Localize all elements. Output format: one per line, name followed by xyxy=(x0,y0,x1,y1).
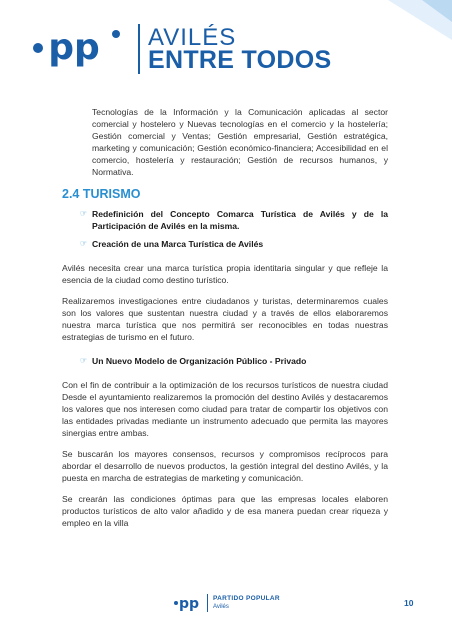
header-divider xyxy=(138,24,140,74)
header-title-city: AVILÉS xyxy=(148,24,237,51)
footer-town: Avilés xyxy=(213,604,229,610)
bullet-text: Creación de una Marca Turística de Avilés xyxy=(92,239,264,249)
body-paragraph: Con el fin de contribuir a la optimización de los recursos turísticos de nuestra ciudad Desde el ayuntamiento realizaremos la promoción del destino Avilés y destacaremos los valores que nos interesen como ciudad para tratar de compartir los objetivos con las entidades privadas mediante un instrumento adecuado que permita las mayores sinergias entre ambas. xyxy=(62,380,388,438)
body-paragraph: Realizaremos investigaciones entre ciudadanos y turistas, determinaremos cuales son los valores que sustentan nuestra ciudad y a través de ellos elaboraremos nuestra marca turística que nos permitirá ser reconocibles en todas nuestras estrategias de turismo en el futuro. xyxy=(62,296,388,342)
document-body xyxy=(62,106,388,538)
bullet-item xyxy=(80,355,388,367)
footer-divider xyxy=(207,594,208,612)
bullet-text: Un Nuevo Modelo de Organización Público - Privado xyxy=(92,356,307,366)
hand-pointer-icon: ☞ xyxy=(80,239,88,248)
document-footer xyxy=(173,592,283,616)
body-paragraph: Se crearán las condiciones óptimas para que las empresas locales elaboren productos turísticos de alto valor añadido y de esa manera puedan crear riqueza y empleo en la villa xyxy=(62,494,388,528)
bullet-item xyxy=(80,238,388,250)
page-number: 10 xyxy=(404,598,414,608)
hand-pointer-icon: ☞ xyxy=(80,356,88,365)
document-header xyxy=(30,22,330,74)
bullet-item xyxy=(80,208,388,232)
pp-logo-icon xyxy=(30,26,122,72)
pp-footer-logo-icon xyxy=(173,595,203,611)
bullet-text: Redefinición del Concepto Comarca Turística de Avilés y de la Participación de Avilés en la misma. xyxy=(92,209,388,231)
section-heading: 2.4 TURISMO xyxy=(62,187,141,201)
body-paragraph: Se buscarán los mayores consensos, recursos y compromisos recíprocos para abordar el desarrollo de nuevos productos, la gestión integral del destino Avilés, y la puesta en marcha de estrategias de marketing y comunicación. xyxy=(62,449,388,483)
hand-pointer-icon: ☞ xyxy=(80,209,88,218)
intro-paragraph: Tecnologías de la Información y la Comunicación aplicadas al sector comercial y hostelero y Nuevas tecnologías en el comercio y la hostelería; Gestión comercial y Ventas; Gestión empresarial, Gestión estratégica, marketing y comunicación; Gestión económico-financiera; Accesibilidad en el comercio, hostelería y restauración; Gestión de recursos humanos, y Normativa. xyxy=(92,107,388,177)
header-title-slogan: ENTRE TODOS xyxy=(148,46,332,74)
body-paragraph: Avilés necesita crear una marca turística propia identitaria singular y que refleje la esencia de la ciudad como destino turístico. xyxy=(62,263,388,285)
pp-logo-text: pp xyxy=(48,27,100,68)
pp-footer-logo-text: pp xyxy=(178,596,200,611)
footer-party-name: PARTIDO POPULAR xyxy=(213,595,280,602)
corner-decoration xyxy=(382,0,452,40)
